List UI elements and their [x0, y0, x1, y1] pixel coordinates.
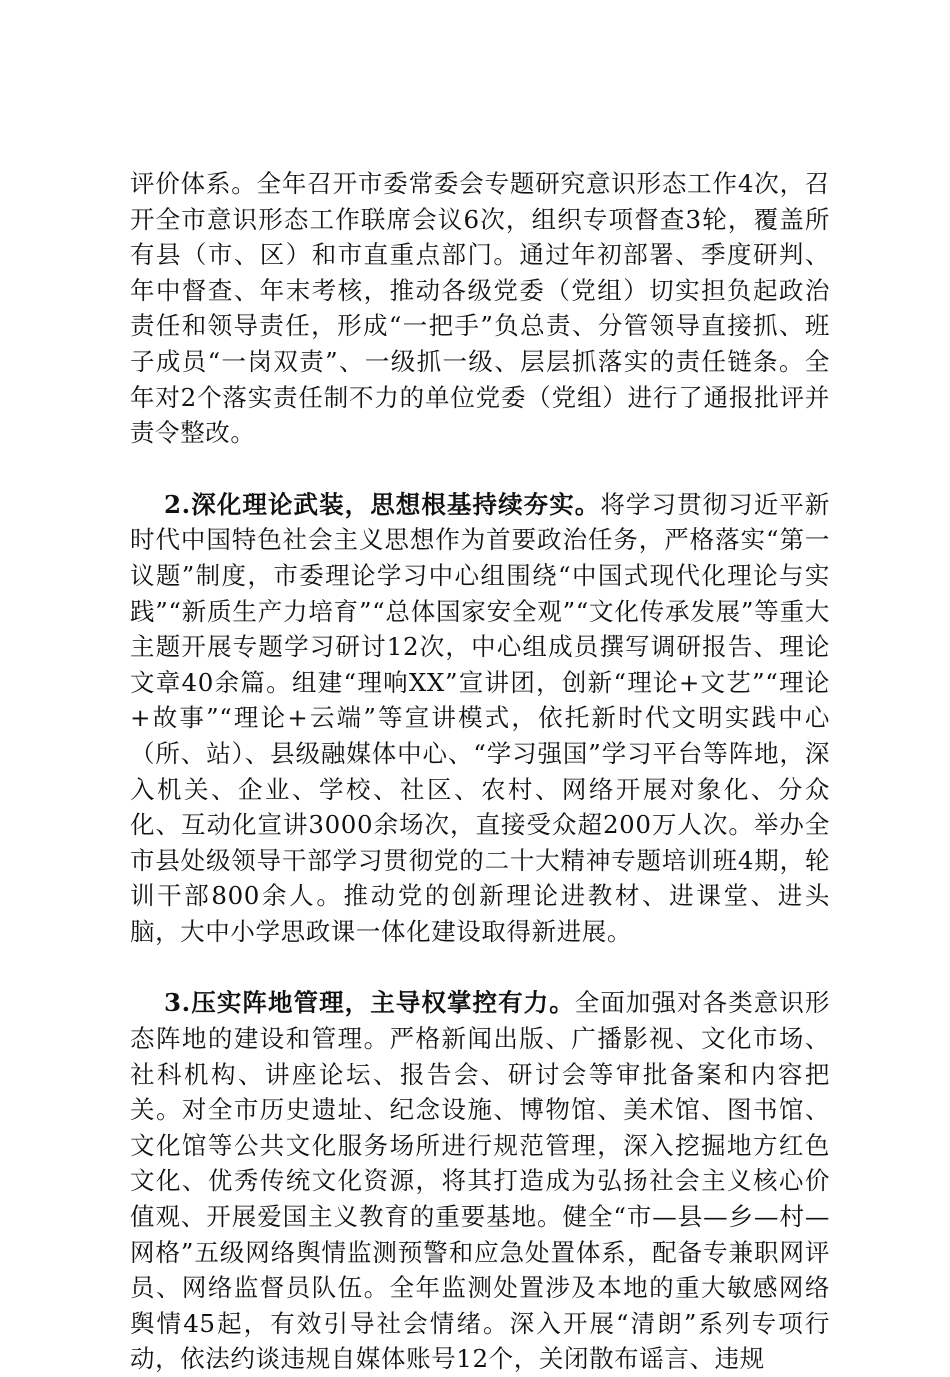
paragraph-theory-study	[130, 487, 830, 950]
paragraph-text: 评价体系。全年召开市委常委会专题研究意识形态工作4次，召开全市意识形态工作联席会议6次，组织专项督查3轮，覆盖所有县（市、区）和市直重点部门。通过年初部署、季度研判、年中督查、年末考核，推动各级党委（党组）切实担负起政治责任和领导责任，形成“一把手”负总责、分管领导直接抓、班子成员“一岗双责”、一级抓一级、层层抓落实的责任链条。全年对2个落实责任制不力的单位党委（党组）进行了通报批评并责令整改。	[130, 169, 830, 448]
document-page	[130, 166, 830, 1377]
paragraph-continuation	[130, 166, 830, 451]
paragraph-text: 全面加强对各类意识形态阵地的建设和管理。严格新闻出版、广播影视、文化市场、社科机构、讲座论坛、报告会、研讨会等审批备案和内容把关。对全市历史遗址、纪念设施、博物馆、美术馆、图书馆、文化馆等公共文化服务场所进行规范管理，深入挖掘地方红色文化、优秀传统文化资源，将其打造成为弘扬社会主义核心价值观、开展爱国主义教育的重要基地。健全“市—县—乡—村—网格”五级网络舆情监测预警和应急处置体系，配备专兼职网评员、网络监督员队伍。全年监测处置涉及本地的重大敏感网络舆情45起，有效引导社会情绪。深入开展“清朗”系列专项行动，依法约谈违规自媒体账号12个，关闭散布谣言、违规	[130, 988, 830, 1374]
paragraph-heading: 2.深化理论武装，思想根基持续夯实。	[164, 489, 601, 519]
paragraph-heading: 3.压实阵地管理，主导权掌控有力。	[164, 988, 575, 1018]
paragraph-position-management	[130, 985, 830, 1377]
paragraph-text: 将学习贯彻习近平新时代中国特色社会主义思想作为首要政治任务，严格落实“第一议题”制度，市委理论学习中心组围绕“中国式现代化理论与实践”“新质生产力培育”“总体国家安全观”“文化传承发展”等重大主题开展专题学习研讨12次，中心组成员撰写调研报告、理论文章40余篇。组建“理响XX”宣讲团，创新“理论+文艺”“理论+故事”“理论+云端”等宣讲模式，依托新时代文明实践中心（所、站）、县级融媒体中心、“学习强国”学习平台等阵地，深入机关、企业、学校、社区、农村、网络开展对象化、分众化、互动化宣讲3000余场次，直接受众超200万人次。举办全市县处级领导干部学习贯彻党的二十大精神专题培训班4期，轮训干部800余人。推动党的创新理论进教材、进课堂、进头脑，大中小学思政课一体化建设取得新进展。	[130, 489, 830, 946]
